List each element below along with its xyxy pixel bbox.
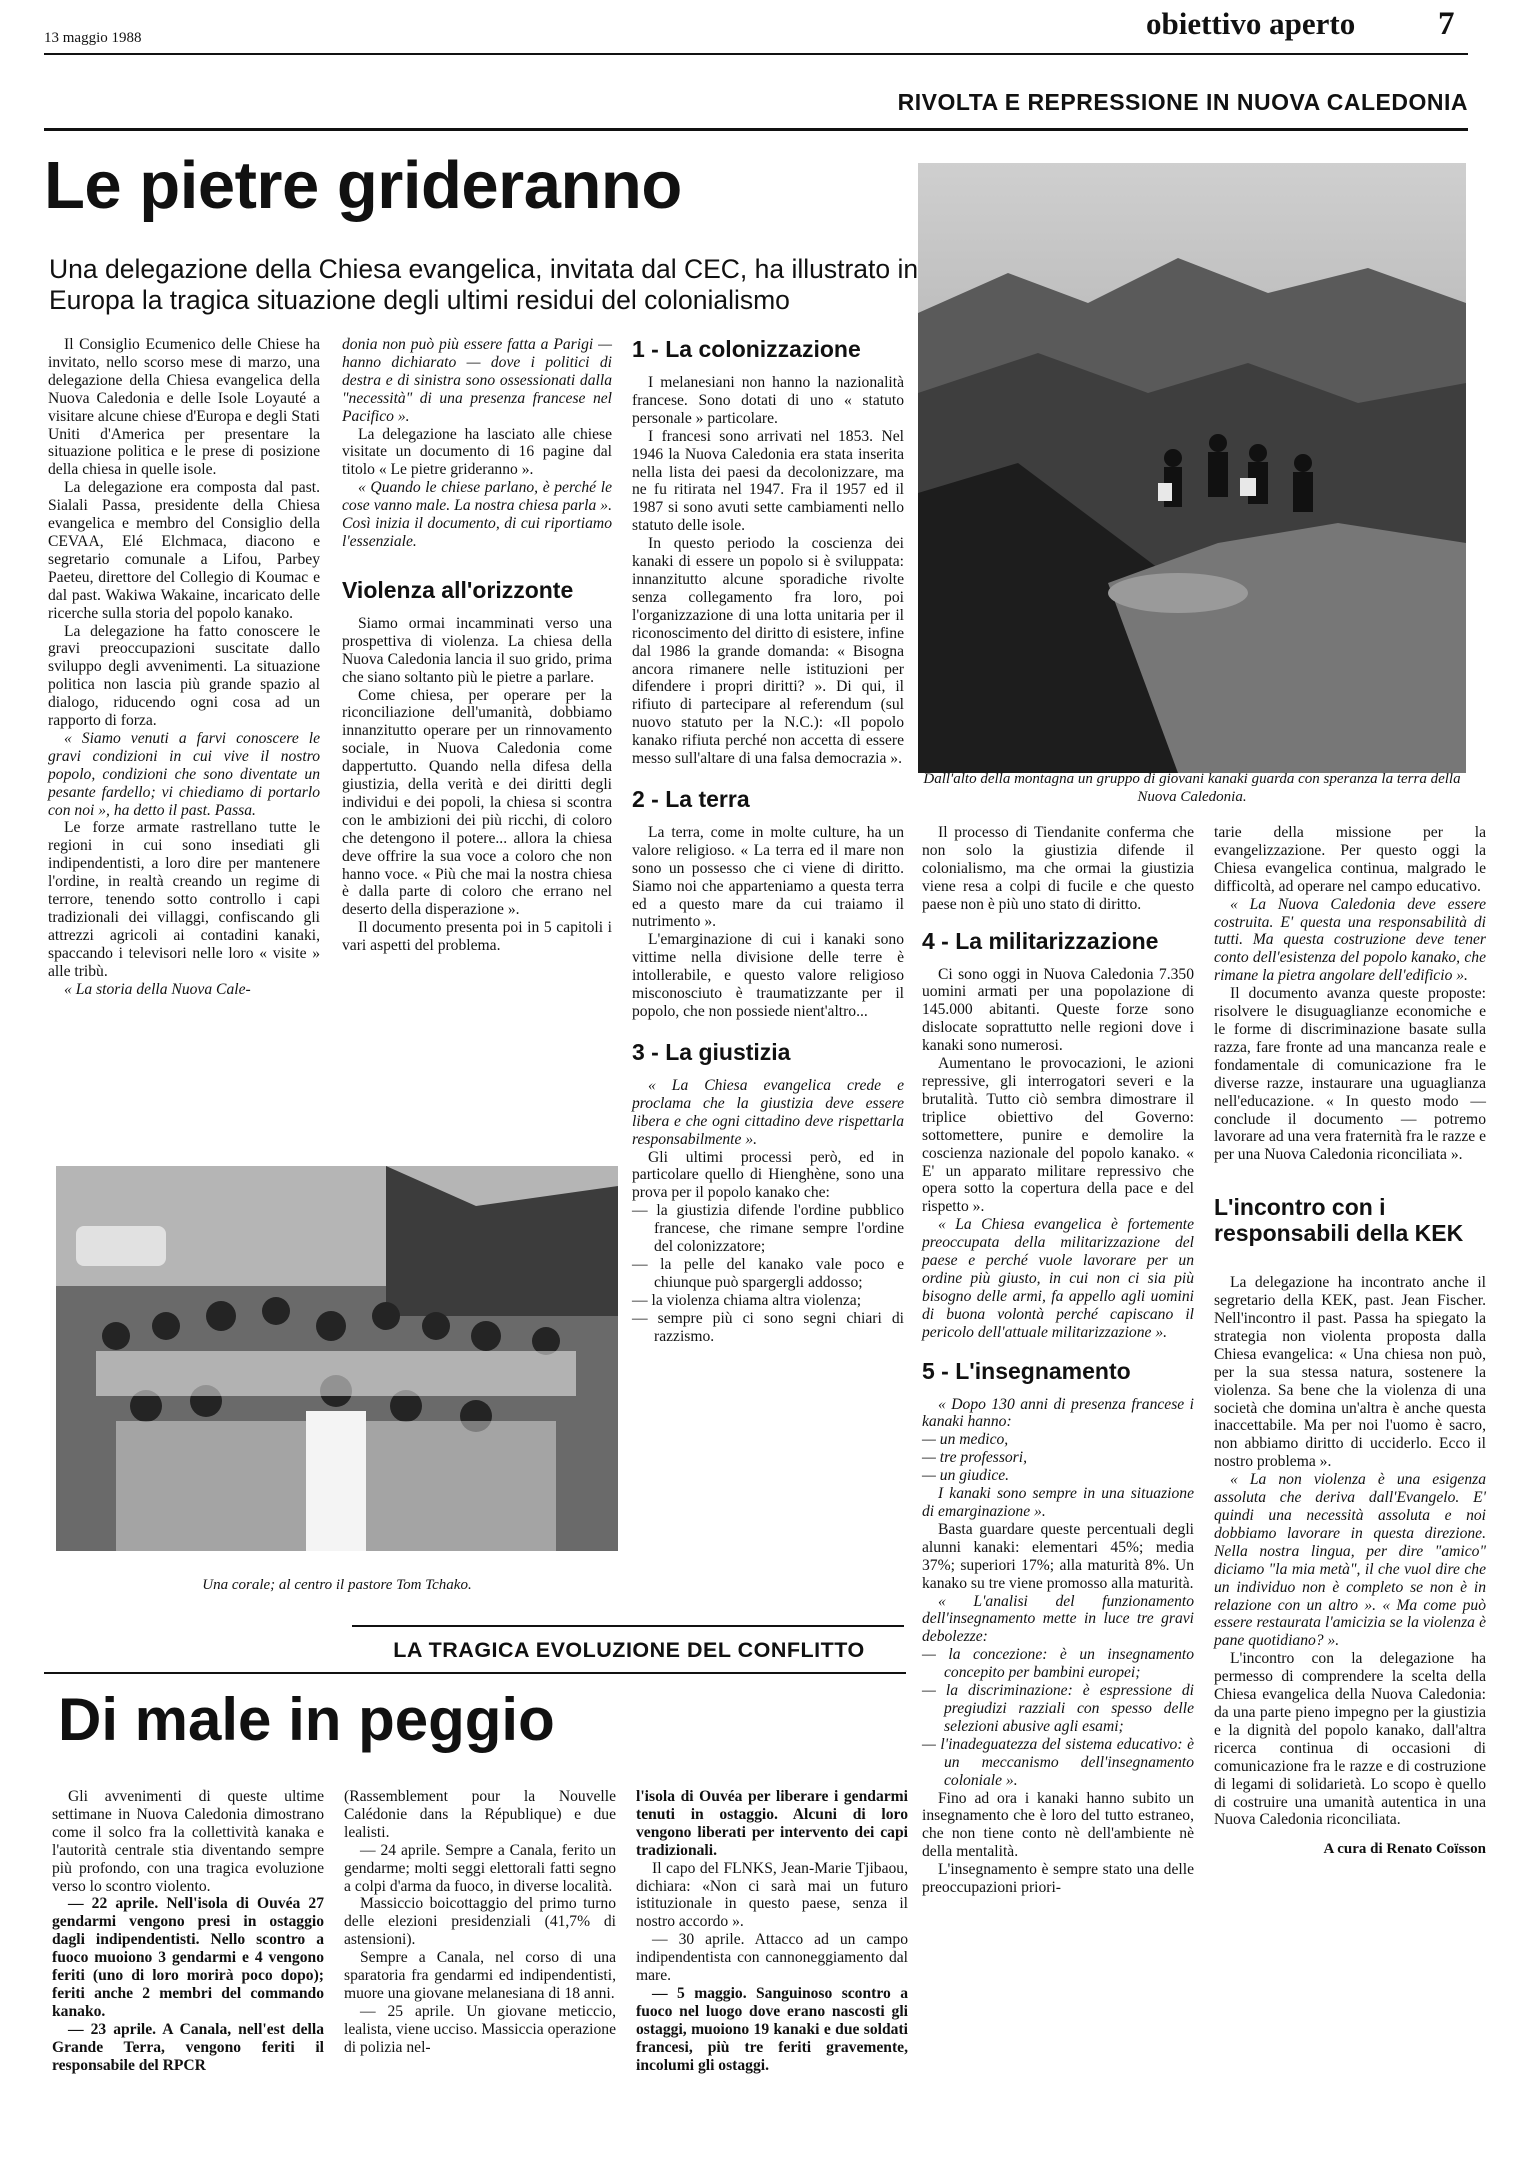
- mountain-photo: [918, 163, 1466, 773]
- list-item: — la pelle del kanako vale poco e chiunque può spargergli addosso;: [632, 1256, 904, 1292]
- paragraph: « La storia della Nuova Cale-: [64, 980, 251, 998]
- kicker-rule: [44, 128, 1468, 131]
- article1-column-2: [342, 336, 612, 955]
- choir-image: [56, 1166, 618, 1551]
- paragraph: Il documento avanza queste proposte: risolvere le disuguaglianze economiche e le forme di discriminazione basate sulla razza, fare fronte ad una mancanza reale e fondamentale di comunicazione fra le diverse razze, instaurare una uguaglianza nell'educazione. « In questo modo — conclude il documento — potremo lavorare ad una vera fraternità fra le razze e per una Nuova Caledonia riconciliata ».: [1214, 985, 1486, 1164]
- paragraph: I melanesiani non hanno la nazionalità francese. Sono dotati di uno « statuto personale » particolare.: [632, 374, 904, 427]
- paragraph: Le forze armate rastrellano tutte le regioni in cui sono insediati gli indipendentisti, a loro dire per mantenere l'ordine, in realtà creando un regime di terrore, tenendo sotto controllo i capi tradizionali dei villaggi, confiscando gli attrezzi agricoli ai contadini kanaki, spaccando i televisori nelle loro « visite » alle tribù.: [48, 819, 320, 980]
- insegnamento-intro: « Dopo 130 anni di presenza francese i kanaki hanno:: [922, 1395, 1194, 1431]
- paragraph: Come chiesa, per operare per la riconciliazione dell'umanità, dobbiamo innanzitutto operare per un rinnovamento sociale, in Nuova Caledonia come dappertutto. Quando nella difesa della giustizia, della verità e dei diritti degli individui e dei popoli, la chiesa si scontra con le ambizioni dei più ricchi, di coloro che detengono il potere... allora la chiesa deve offrire la sua voce a coloro che non hanno voce. « Più che mai la nostra chiesa è dalla parte di coloro che errano nel deserto della disperazione ».: [342, 686, 612, 919]
- paragraph: « La Chiesa evangelica crede e proclama che la giustizia deve essere libera e che ogni cittadino deve rispettarla responsabilmente ».: [632, 1076, 904, 1148]
- choir-photo: [56, 1166, 618, 1551]
- paragraph: Massiccio boicottaggio del primo turno delle elezioni presidenziali (41,7% di astensioni).: [344, 1895, 616, 1949]
- paragraph: — 24 aprile. Sempre a Canala, ferito un gendarme; molti seggi elettorali fatti segno a colpi d'arma da fuoco, in diverse località.: [344, 1841, 616, 1895]
- paragraph: « L'analisi del funzionamento dell'insegnamento mette in luce tre gravi debolezze:: [922, 1592, 1194, 1646]
- section-heading-insegnamento: 5 - L'insegnamento: [922, 1357, 1131, 1384]
- article2-kicker: LA TRAGICA EVOLUZIONE DEL CONFLITTO: [393, 1638, 865, 1662]
- article2-title: Di male in peggio: [58, 1686, 555, 1753]
- paragraph: In questo periodo la coscienza dei kanaki di essere un popolo si è sviluppata: innanzitutto alcune sporadiche rivolte senza collegamento fra loro, poi l'organizzazione di una lotta unitaria per il riconoscimento del diritto di esistere, infine dal 1986 la grande domanda: « Bisogna ancora rimanere nelle istituzioni per difendere i propri diritti? ». Di qui, il rifiuto di partecipare al referendum (sul nuovo statuto per la N.C.): «Il popolo kanako rifiuta perché non accetta di essere messo sull'altare di una falsa democrazia ».: [632, 535, 904, 768]
- article2-column-1: [52, 1788, 324, 2075]
- mountain-photo-caption: Dall'alto della montagna un gruppo di giovani kanaki guarda con speranza la terra della Nuova Caledonia.: [923, 771, 1461, 805]
- paragraph: L'emarginazione di cui i kanaki sono vittime nella divisione delle terre è intollerabile, e questo valore religioso misconosciuto è traumatizzante per il popolo, che non possiede nient'altro...: [632, 931, 904, 1020]
- issue-date: 13 maggio 1988: [44, 30, 142, 46]
- paragraph: Sempre a Canala, nel corso di una sparatoria fra gendarmi ed indipendentisti, muore una giovane melanesiana di 18 anni.: [344, 1949, 616, 2002]
- article-subtitle: Una delegazione della Chiesa evangelica, invitata dal CEC, ha illustrato in Europa la tragica situazione degli ultimi residui del colonialismo: [49, 254, 919, 315]
- paragraph: — 30 aprile. Attacco ad un campo indipendentista con cannoneggiamento dal mare.: [636, 1931, 908, 1985]
- paragraph: Aumentano le provocazioni, le azioni repressive, gli interrogatori severi e la brutalità. Tutto ciò sembra dimostrare il triplice obiettivo del Governo: sottomettere, punire e demolire la coscienza nazionale del popolo kanako. « E' un apparato militare repressivo che opera sotto la copertura della pace e del rispetto ».: [922, 1055, 1194, 1216]
- section-title: obiettivo aperto: [1146, 6, 1356, 41]
- giustizia-list: [632, 1202, 904, 1345]
- article-title: Le pietre grideranno: [44, 148, 682, 223]
- paragraph: La terra, come in molte culture, ha un valore religioso. « La terra ed il mare non sono un possesso che ci viene di diritto. Siamo noi che apparteniamo a questa terra ed a questo mare da cui traiamo il nutrimento ».: [632, 823, 904, 931]
- insegnamento-list: [922, 1431, 1194, 1485]
- paragraph: « La Nuova Caledonia deve essere costruita. E' questa una responsabilità di tutti. Ma questa costruzione deve tener conto dell'esistenza del popolo kanako, che rimane la pietra angolare dell'edificio ».: [1214, 895, 1486, 985]
- article1-column-3: [632, 336, 904, 1346]
- paragraph: (Rassemblement pour la Nouvelle Calédonie dans la République) e due lealisti.: [344, 1788, 616, 1841]
- paragraph: — 25 aprile. Un giovane meticcio, lealista, viene ucciso. Massiccia operazione di polizia nel-: [344, 2002, 616, 2056]
- paragraph: « Quando le chiese parlano, è perché le cose vanno male. La nostra chiesa parla ». Così inizia il documento, di cui riportiamo l'essenziale.: [342, 479, 612, 550]
- article1-column-4: [922, 824, 1194, 1897]
- list-item: — la discriminazione: è espressione di pregiudizi razziali con spesso delle selezioni abusive agli esami;: [922, 1682, 1194, 1736]
- paragraph: donia non può più essere fatta a Parigi — hanno dichiarato — dove i politici di destra e di sinistra sono ossessionati dalla "necessità" di una presenza francese nel Pacifico ».: [342, 336, 612, 425]
- paragraph: La delegazione ha incontrato anche il segretario della KEK, past. Jean Fischer. Nell'incontro il past. Passa ha spiegato la strategia non violenta proposta dalla Chiesa evangelica: « Una chiesa non può, per la sua stessa natura, sostenere la violenza. Sa bene che la violenza di una società che domina un'altra è anche questa inaccettabile. Ma per noi l'uomo è sacro, non abbiamo diritto di ucciderlo. Ecco il nostro problema ».: [1214, 1274, 1486, 1471]
- section-heading-terra: 2 - La terra: [632, 785, 750, 812]
- list-item: — sempre più ci sono segni chiari di razzismo.: [632, 1310, 904, 1346]
- list-item: — la giustizia difende l'ordine pubblico francese, che rimane sempre l'ordine del colonizzatore;: [632, 1202, 904, 1256]
- paragraph: — 23 aprile. A Canala, nell'est della Grande Terra, vengono feriti il responsabile del RPCR: [52, 2020, 324, 2074]
- section-heading-giustizia: 3 - La giustizia: [632, 1038, 791, 1065]
- article2-rule: [352, 1625, 904, 1627]
- list-item: — un medico,: [922, 1431, 1194, 1449]
- article2-column-2: [344, 1788, 616, 2057]
- section-heading-violenza: Violenza all'orizzonte: [342, 576, 574, 603]
- paragraph: Ci sono oggi in Nuova Caledonia 7.350 uomini armati per una popolazione di 145.000 abitanti. Queste forze sono dislocate soprattutto nelle regioni dove i kanaki sono numerosi.: [922, 965, 1194, 1055]
- paragraph: tarie della missione per la evangelizzazione. Per questo oggi la Chiesa evangelica continua, malgrado le difficoltà, ad operare nel campo educativo.: [1214, 824, 1486, 895]
- article1-column-1: [48, 336, 320, 999]
- paragraph: I francesi sono arrivati nel 1853. Nel 1946 la Nuova Caledonia era stata inserita nella lista dei paesi da decolonizzare, ma ne fu ritirata nel 1947. Fra il 1957 ed il 1987 si sono avuti sette cambiamenti nello statuto delle isole.: [632, 427, 904, 535]
- paragraph: Fino ad ora i kanaki hanno subito un insegnamento che è loro del tutto estraneo, che non tiene conto nè dell'ambiente nè della mentalità.: [922, 1789, 1194, 1861]
- section-heading-militarizzazione: 4 - La militarizzazione: [922, 927, 1159, 954]
- list-item: — la concezione: è un insegnamento concepito per bambini europei;: [922, 1646, 1194, 1682]
- debolezze-list: [922, 1646, 1194, 1789]
- paragraph: Il Consiglio Ecumenico delle Chiese ha invitato, nello scorso mese di marzo, una delegazione della Chiesa evangelica della Nuova Caledonia e delle Isole Loyauté a visitare alcune chiese d'Europa e degli Stati Uniti d'America per presentare la situazione politica e le prese di posizione della chiesa in quelle isole.: [48, 336, 320, 479]
- paragraph: « La Chiesa evangelica è fortemente preoccupata della militarizzazione del paese e perché vuole lavorare per un ordine più giusto, in cui non ci sia più bisogno delle armi, fa appello agli uomini di buona volontà perché capiscano il pericolo dell'attuale militarizzazione ».: [922, 1216, 1194, 1341]
- list-item: — la violenza chiama altra violenza;: [632, 1292, 904, 1310]
- paragraph: — 5 maggio. Sanguinoso scontro a fuoco nel luogo dove erano nascosti gli ostaggi, muoiono 19 kanaki e due soldati francesi, più tre feriti gravemente, incolumi gli ostaggi.: [636, 1984, 908, 2074]
- mountain-image: [918, 163, 1466, 773]
- article2-rule-2: [44, 1672, 906, 1674]
- section-heading-colonizzazione: 1 - La colonizzazione: [632, 336, 861, 362]
- paragraph: Il capo del FLNKS, Jean-Marie Tjibaou, dichiara: «Non ci sarà mai un futuro istituzionale in questo paese, senza il nostro accordo ».: [636, 1859, 908, 1931]
- paragraph: « Siamo venuti a farvi conoscere le gravi condizioni in cui vive il nostro popolo, condizioni che sono diventate un pesante fardello; vi chiediamo di portarlo con noi », ha detto il past. Passa.: [48, 729, 320, 819]
- paragraph: L'insegnamento è sempre stato una delle preoccupazioni priori-: [922, 1861, 1194, 1897]
- paragraph: La delegazione era composta dal past. Sialali Passa, presidente della Chiesa evangelica e membro del Consiglio della CEVAA, Elé Elchmaca, diacono e segretario comunale a Lifou, Parbey Paeteu, direttore del Collegio di Koumac e dal past. Wakiwa Wakaine, incaricato delle ricerche sulla storia del popolo kanako.: [48, 479, 320, 622]
- paragraph: Gli ultimi processi però, ed in particolare quello di Hienghène, sono una prova per il popolo kanako che:: [632, 1148, 904, 1202]
- paragraph: I kanaki sono sempre in una situazione di emarginazione ».: [922, 1485, 1194, 1520]
- article1-column-5: [1214, 824, 1486, 1859]
- paragraph: Il processo di Tiendanite conferma che non solo la giustizia difende il colonialismo, ma che ormai la giustizia viene resa a colpi di fucile e che questo paese non è più uno stato di diritto.: [922, 824, 1194, 913]
- paragraph: — 22 aprile. Nell'isola di Ouvéa 27 gendarmi vengono presi in ostaggio dagli indipendentisti. Nello scontro a fuoco muoiono 3 gendarmi e 4 vengono feriti (uno di loro morirà poco dopo); feriti anche 2 membri del commando kanako.: [52, 1895, 324, 2020]
- list-item: — tre professori,: [922, 1449, 1194, 1467]
- section-heading-kek: L'incontro con i responsabili della KEK: [1214, 1194, 1464, 1247]
- list-item: — l'inadeguatezza del sistema educativo: è un meccanismo dell'insegnamento coloniale ».: [922, 1736, 1194, 1790]
- kicker: RIVOLTA E REPRESSIONE IN NUOVA CALEDONIA: [897, 89, 1468, 115]
- header-rule: [44, 53, 1468, 55]
- list-item: — un giudice.: [922, 1467, 1194, 1485]
- paragraph: L'incontro con la delegazione ha permesso di comprendere la scelta della Chiesa evangelica della Nuova Caledonia: da una parte pieno impegno per la giustizia e la dignità del popolo kanako, dall'altra ricerca continua di occasioni di comunicazione fra le razze e di costruzione di legami di solidarietà. Lo scopo è quello di costruire una umanità autentica in una Nuova Caledonia riconciliata.: [1214, 1650, 1486, 1829]
- page-number: 7: [1438, 6, 1455, 42]
- paragraph: Basta guardare queste percentuali degli alunni kanaki: elementari 45%; media 37%; superiori 17%; alla maturità 8%. Un kanako su tre viene promosso alla maturità.: [922, 1520, 1194, 1592]
- byline: A cura di Renato Coïsson: [1323, 1841, 1486, 1858]
- paragraph: Gli avvenimenti di queste ultime settimane in Nuova Caledonia dimostrano come il solco fra la collettività kanaka e l'autorità centrale stia diventando sempre più profondo, con una tragica evoluzione verso lo scontro violento.: [52, 1788, 324, 1895]
- choir-photo-caption: Una corale; al centro il pastore Tom Tchako.: [202, 1577, 472, 1593]
- paragraph: Il documento presenta poi in 5 capitoli i vari aspetti del problema.: [342, 919, 612, 955]
- article2-column-3: [636, 1788, 908, 2075]
- paragraph: Siamo ormai incamminati verso una prospettiva di violenza. La chiesa della Nuova Caledonia lancia il suo grido, prima che siano soltanto più le pietre a parlare.: [342, 614, 612, 686]
- paragraph: « La non violenza è una esigenza assoluta che deriva dall'Evangelo. E' quindi una necessità assoluta e noi dobbiamo lavorare in questa direzione. Nella nostra lingua, per dire "amico" diciamo "la mia metà", il che vuol dire che un individuo non è completo se non è in relazione con un altro ». « Ma come può essere restaurata l'amicizia se la violenza è pane quotidiano? ».: [1214, 1471, 1486, 1650]
- paragraph: La delegazione ha fatto conoscere le gravi preoccupazioni suscitate dallo sviluppo degli avvenimenti. La situazione politica non lascia più grande spazio al dialogo, riducendo ogni cosa ad un rapporto di forza.: [48, 622, 320, 730]
- paragraph: l'isola di Ouvéa per liberare i gendarmi tenuti in ostaggio. Alcuni di loro vengono liberati per intervento dei capi tradizionali.: [636, 1788, 908, 1859]
- paragraph: La delegazione ha lasciato alle chiese visitate un documento di 16 pagine dal titolo « Le pietre grideranno ».: [342, 425, 612, 479]
